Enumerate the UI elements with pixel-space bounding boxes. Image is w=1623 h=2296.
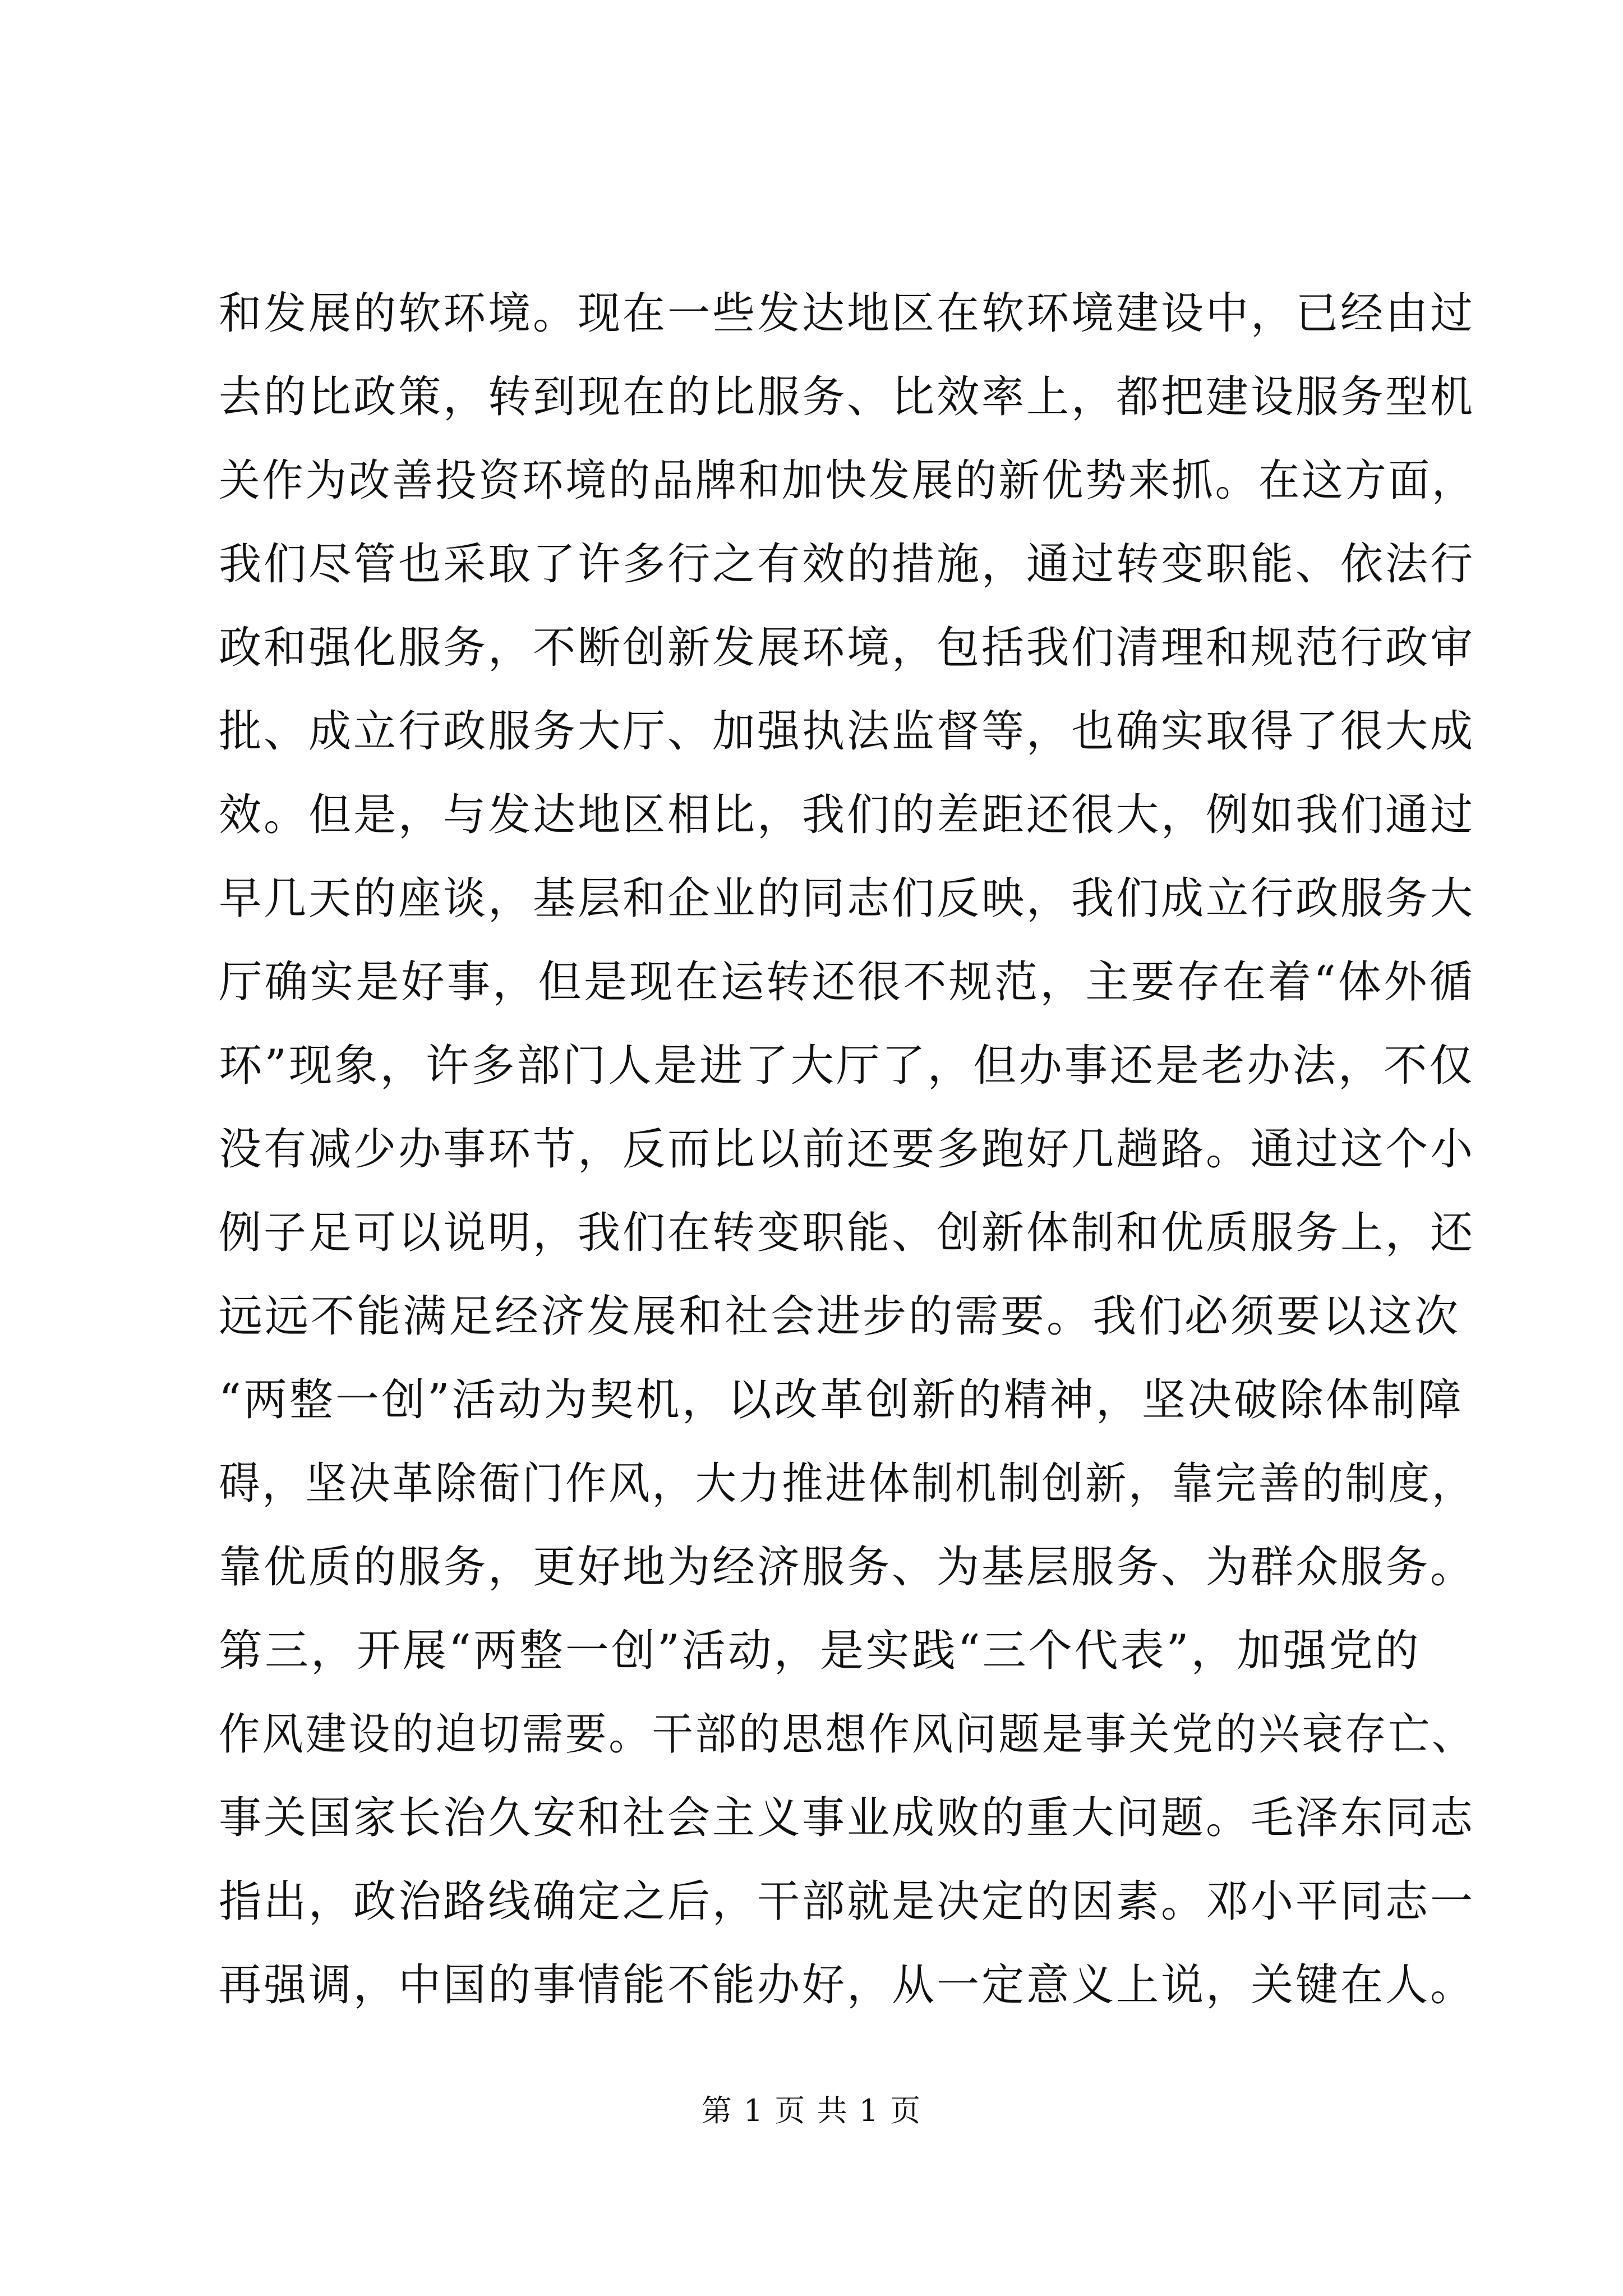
text-line: 作风建设的迫切需要。干部的思想作风问题是事关党的兴衰存亡、 — [219, 1709, 1476, 1760]
text-line: 早几天的座谈，基层和企业的同志们反映，我们成立行政服务大 — [219, 873, 1475, 924]
body-text — [219, 288, 1476, 2047]
text-line: 碍，坚决革除衙门作风，大力推进体制机制创新，靠完善的制度， — [219, 1458, 1476, 1509]
page-footer: 第 1 页 共 1 页 — [701, 2093, 922, 2128]
text-line: 例子足可以说明，我们在转变职能、创新体制和优质服务上，还 — [219, 1208, 1475, 1258]
text-line: 批、成立行政服务大厅、加强执法监督等，也确实取得了很大成 — [219, 706, 1475, 757]
text-line: 我们尽管也采取了许多行之有效的措施，通过转变职能、依法行 — [219, 539, 1475, 590]
text-line: 环”现象，许多部门人是进了大厅了，但办事还是老办法，不仅 — [219, 1041, 1475, 1091]
text-line: 效。但是，与发达地区相比，我们的差距还很大，例如我们通过 — [219, 790, 1475, 840]
text-line: 和发展的软环境。现在一些发达地区在软环境建设中，已经由过 — [219, 288, 1475, 339]
text-line: 没有减少办事环节，反而比以前还要多跑好几趟路。通过这个小 — [219, 1124, 1475, 1175]
text-line: 厅确实是好事，但是现在运转还很不规范，主要存在着“体外循 — [219, 957, 1475, 1007]
text-line: 政和强化服务，不断创新发展环境，包括我们清理和规范行政审 — [219, 623, 1475, 673]
text-line: 事关国家长治久安和社会主义事业成败的重大问题。毛泽东同志 — [219, 1793, 1475, 1843]
text-line: “两整一创”活动为契机，以改革创新的精神，坚决破除体制障 — [219, 1375, 1464, 1425]
text-line: 第三，开展“两整一创”活动，是实践“三个代表”，加强党的 — [219, 1626, 1421, 1676]
text-line: 靠优质的服务，更好地为经济服务、为基层服务、为群众服务。 — [219, 1542, 1475, 1593]
text-line: 指出，政治路线确定之后，干部就是决定的因素。邓小平同志一 — [219, 1876, 1475, 1927]
text-line: 去的比政策，转到现在的比服务、比效率上，都把建设服务型机 — [219, 372, 1475, 422]
text-line: 再强调，中国的事情能不能办好，从一定意义上说，关键在人。 — [219, 1960, 1475, 2010]
text-line: 关作为改善投资环境的品牌和加快发展的新优势来抓。在这方面， — [219, 455, 1476, 506]
text-line: 远远不能满足经济发展和社会进步的需要。我们必须要以这次 — [219, 1291, 1461, 1342]
